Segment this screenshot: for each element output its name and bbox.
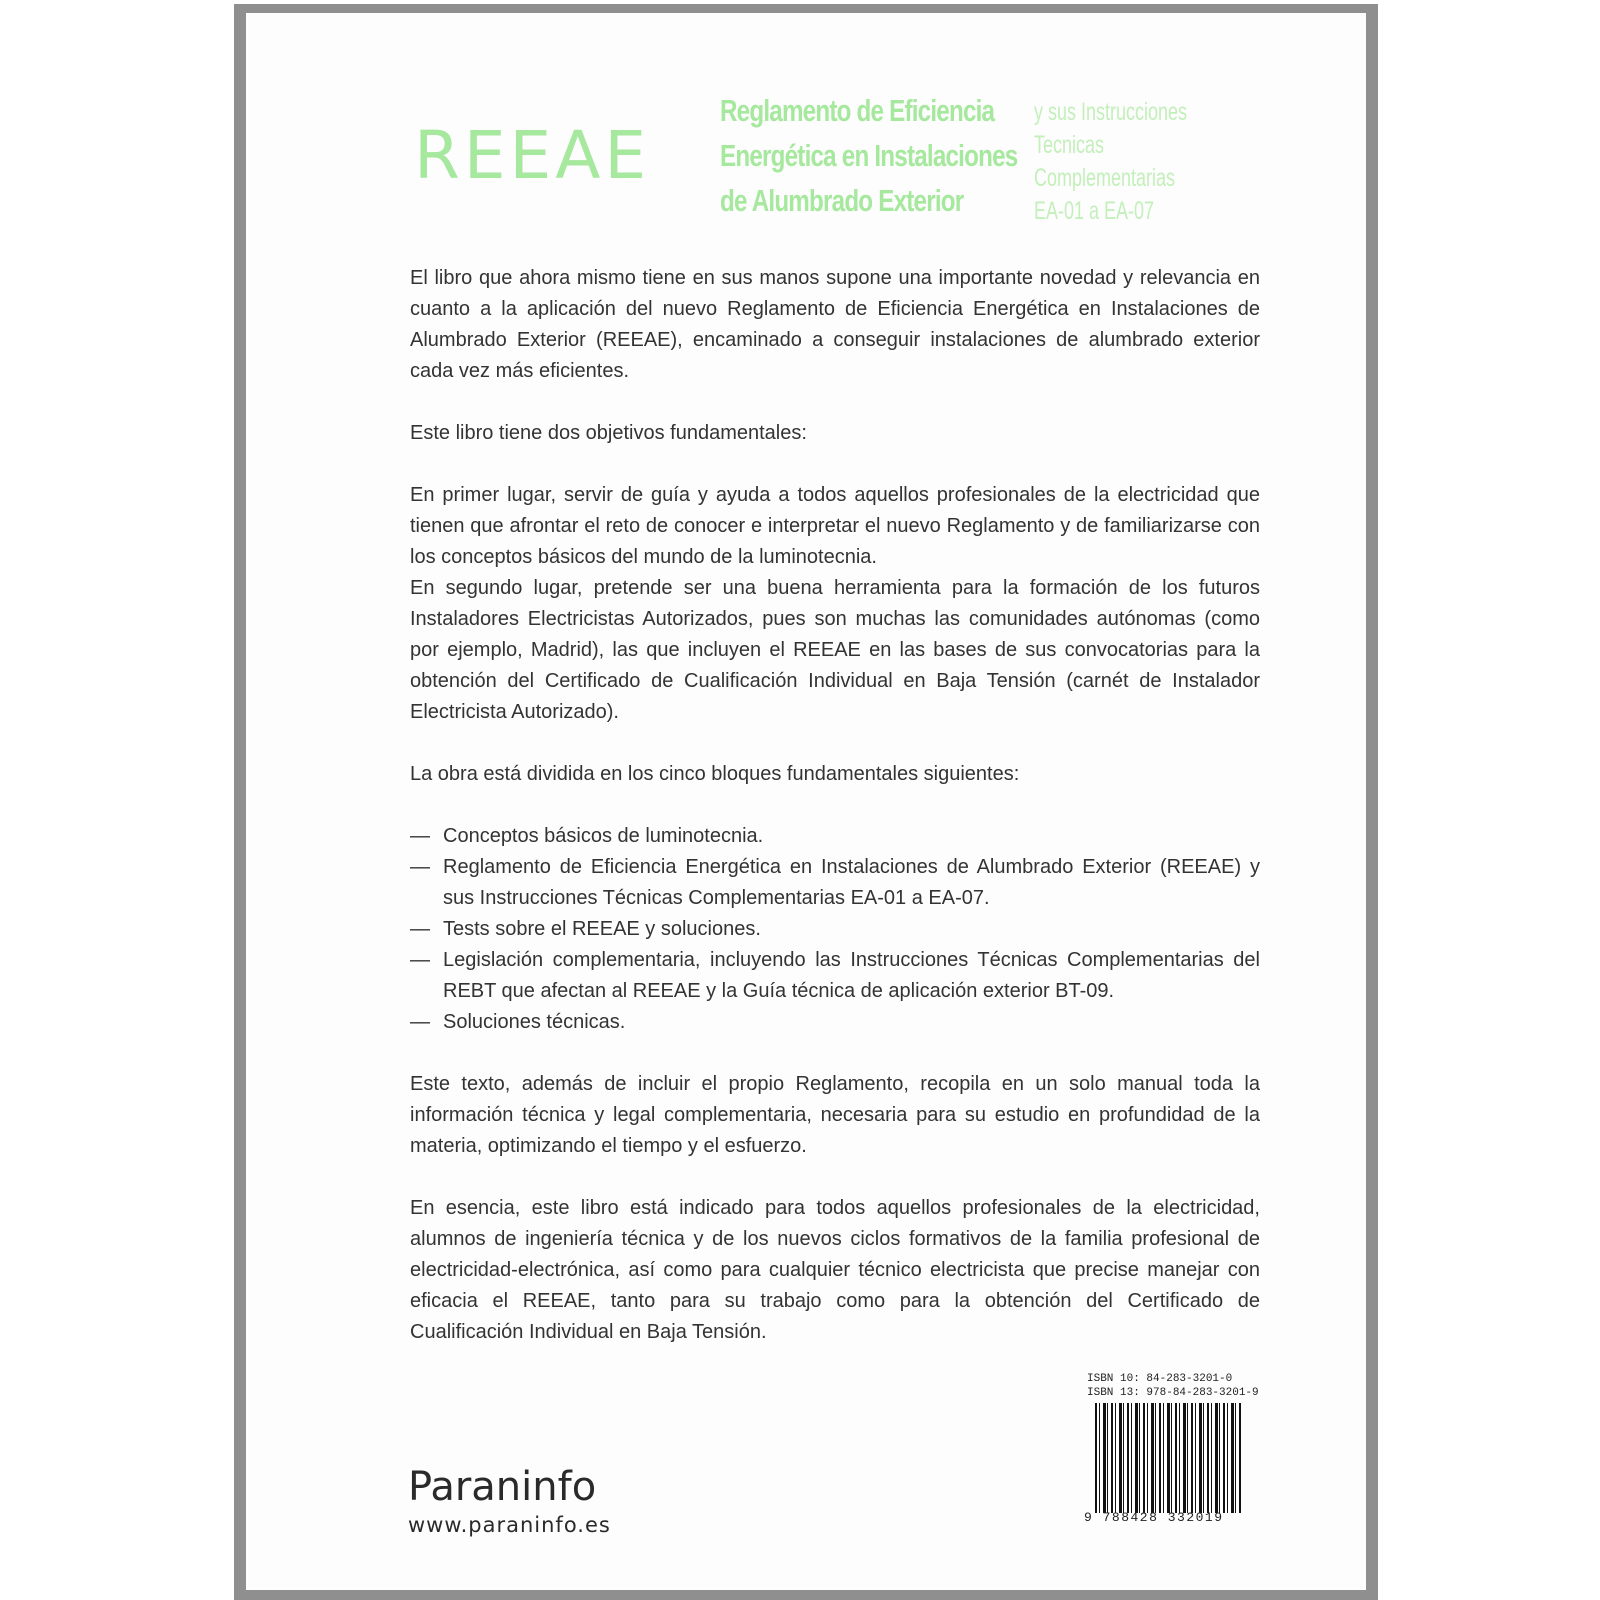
barcode-digits: 9 788428 332019 [1084,1510,1224,1525]
isbn-block [1087,1372,1259,1400]
publisher-url: www.paraninfo.es [408,1513,611,1537]
intro-paragraph: El libro que ahora mismo tiene en sus manos supone una importante novedad y relevancia en cuanto a la aplicación del nuevo Reglamento de Eficiencia Energética en Instalaciones de Alumbrado Exterior (REEAE), encaminado a conseguir instalaciones de alumbrado exterior cada vez más eficientes. [410,267,1260,382]
dash-marker: — [410,1011,430,1033]
summary-paragraph: Este texto, además de incluir el propio Reglamento, recopila en un solo manual toda la información técnica y legal complementaria, necesaria para su estudio en profundidad de la materia, optimizando el tiempo y el esfuerzo. [410,1073,1260,1157]
dash-marker: — [410,825,430,847]
dash-marker: — [410,918,430,940]
dash-marker: — [410,949,430,971]
isbn-13: ISBN 13: 978-84-283-3201-9 [1087,1387,1259,1399]
objective-paragraph: En segundo lugar, pretende ser una buena herramienta para la formación de los futuros Instaladores Electricistas Autorizados, pues son muchas las comunidades autónomas (como por ejemplo, Madrid), las que incluyen el REEAE en las bases de sus convocatorias para la obtención del Certificado de Cualificación Individual en Baja Tensión (carnét de Instalador Electricista Autorizado). [410,577,1260,723]
list-item-text: Legislación complementaria, incluyendo las Instrucciones Técnicas Complementarias del REBT que afectan al REEAE y la Guía técnica de aplicación exterior BT-09. [443,949,1260,1002]
publisher-logo: Paraninfo [408,1464,597,1510]
title-line: Energética en Instalaciones [720,138,1018,173]
objective-paragraph: En primer lugar, servir de guía y ayuda a todos aquellos profesionales de la electricidad que tienen que afrontar el reto de conocer e interpretar el nuevo Reglamento y de familiarizarse con los conceptos básicos del mundo de la luminotecnia. [410,484,1260,568]
subtitle-line: Tecnicas [1034,131,1105,159]
isbn-10: ISBN 10: 84-283-3201-0 [1087,1373,1233,1385]
subtitle-line: Complementarias [1034,164,1176,192]
list-item [410,1007,1260,1038]
paragraph-gap [410,449,1260,480]
paragraph-gap [410,790,1260,821]
list-item-text: Tests sobre el REEAE y soluciones. [443,918,761,940]
blurb-text [410,263,1260,1348]
audience-paragraph: En esencia, este libro está indicado para todos aquellos profesionales de la electricidad, alumnos de ingeniería técnica y de los nuevos ciclos formativos de la familia profesional de electricidad-electrónica, así como para cualquier técnico electricista que precise manejar con eficacia el REEAE, tanto para su trabajo como para la obtención del Certificado de Cualificación Individual en Baja Tensión. [410,1197,1260,1343]
paragraph-gap [410,387,1260,418]
paragraph-gap [410,728,1260,759]
title-line: Reglamento de Eficiencia [720,93,995,128]
title-line: de Alumbrado Exterior [720,183,964,218]
list-item [410,852,1260,914]
book-title [720,88,1018,223]
book-subtitle [1034,96,1187,228]
dash-marker: — [410,856,430,878]
list-item [410,914,1260,945]
list-item [410,945,1260,1007]
paragraph-gap [410,1162,1260,1193]
list-item-text: Conceptos básicos de luminotecnia. [443,825,764,847]
blocks-heading: La obra está dividida en los cinco bloques fundamentales siguientes: [410,763,1020,785]
barcode [1095,1403,1241,1513]
list-item-text: Soluciones técnicas. [443,1011,626,1033]
list-item [410,821,1260,852]
reeae-logo: REEAE [414,117,651,194]
subtitle-line: EA-01 a EA-07 [1034,197,1155,225]
paragraph-gap [410,1038,1260,1069]
subtitle-line: y sus Instrucciones [1034,98,1188,126]
blocks-list [410,821,1260,1038]
objectives-heading: Este libro tiene dos objetivos fundamentales: [410,422,807,444]
list-item-text: Reglamento de Eficiencia Energética en Instalaciones de Alumbrado Exterior (REEAE) y sus Instrucciones Técnicas Complementarias EA-01 a EA-07. [443,856,1260,909]
